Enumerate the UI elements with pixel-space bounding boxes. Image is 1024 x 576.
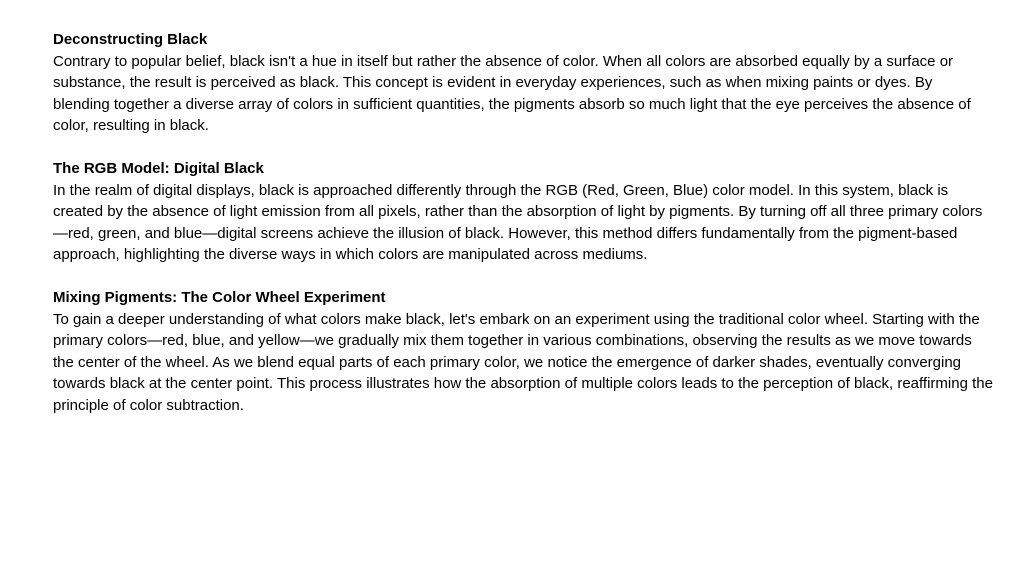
section-paragraph: In the realm of digital displays, black is approached differently through the RGB (Red, Green, Blue) color model. In this system, black is created by the absence of light emission from all pixels, rather than the absorption of light by pigments. By turning off all three primary colors—red, green, and blue—digital screens achieve the illusion of black. However, this method differs fundamentally from the pigment-based approach, highlighting the diverse ways in which colors are manipulated across mediums.	[53, 181, 983, 263]
section-paragraph: Contrary to popular belief, black isn't a hue in itself but rather the absence of color. When all colors are absorbed equally by a surface or substance, the result is perceived as black. This concept is evident in everyday experiences, such as when mixing paints or dyes. By blending together a diverse array of colors in sufficient quantities, the pigments absorb so much light that the eye perceives the absence of color, resulting in black.	[53, 52, 971, 134]
section-heading: Deconstructing Black	[53, 31, 208, 48]
section-rgb-model	[53, 158, 993, 266]
section-mixing-pigments	[53, 287, 993, 416]
section-paragraph: To gain a deeper understanding of what colors make black, let's embark on an experiment using the traditional color wheel. Starting with the primary colors—red, blue, and yellow—we gradually mix them together in various combinations, observing the results as we move towards the center of the wheel. As we blend equal parts of each primary color, we notice the emergence of darker shades, eventually converging towards black at the center point. This process illustrates how the absorption of multiple colors leads to the perception of black, reaffirming the principle of color subtraction.	[53, 310, 993, 414]
section-heading: The RGB Model: Digital Black	[53, 160, 264, 177]
section-heading: Mixing Pigments: The Color Wheel Experiment	[53, 289, 386, 306]
document-content	[53, 29, 993, 438]
section-deconstructing-black	[53, 29, 993, 137]
